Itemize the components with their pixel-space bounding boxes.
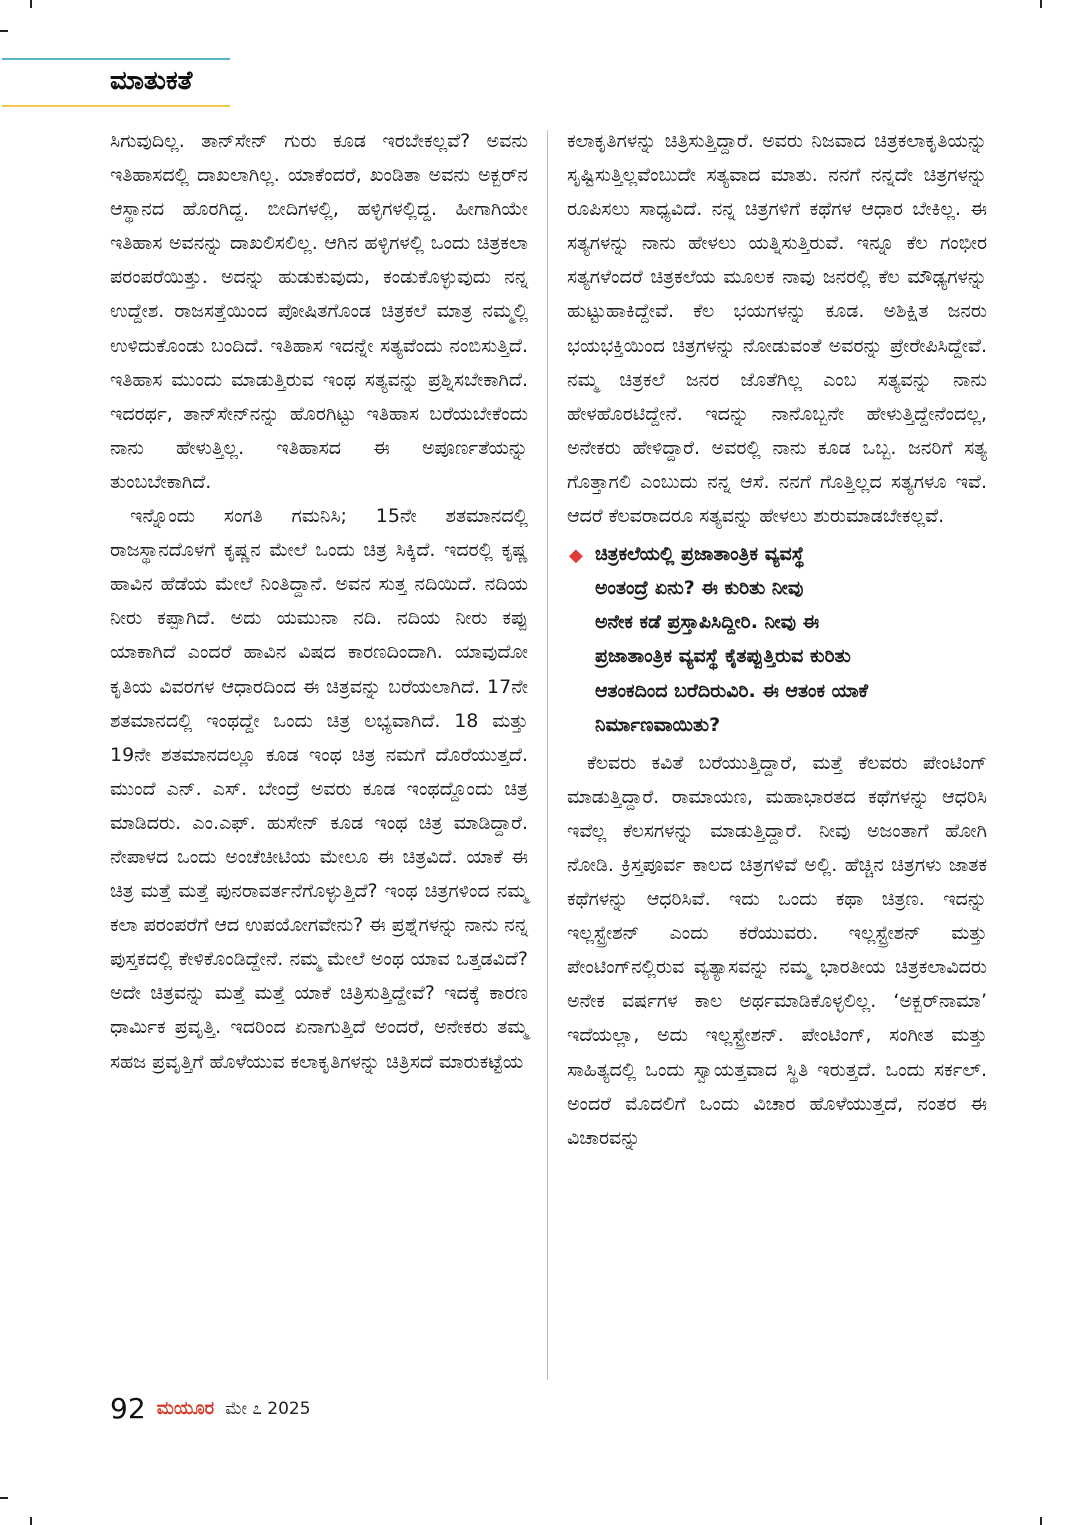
paragraph: ಕೆಲವರು ಕವಿತೆ ಬರೆಯುತ್ತಿದ್ದಾರೆ, ಮತ್ತೆ ಕೆಲವರು ಪೇಂಟಿಂಗ್ ಮಾಡುತ್ತಿದ್ದಾರೆ. ರಾಮಾಯಣ, ಮಹಾಭಾರತದ ಕಥೆಗಳನ್ನು ಆಧರಿಸಿ ಇವೆಲ್ಲ ಕೆಲಸಗಳನ್ನು ಮಾಡುತ್ತಿದ್ದಾರೆ. ನೀವು ಅಜಂತಾಗೆ ಹೋಗಿ ನೋಡಿ. ಕ್ರಿಸ್ತಪೂರ್ವ ಕಾಲದ ಚಿತ್ರಗಳಿವೆ ಅಲ್ಲಿ. ಹೆಚ್ಚಿನ ಚಿತ್ರಗಳು ಜಾತಕ ಕಥೆಗಳನ್ನು ಆಧರಿಸಿವೆ. ಇದು ಒಂದು ಕಥಾ ಚಿತ್ರಣ. ಇದನ್ನು ಇಲ್ಲಸ್ಟ್ರೇಶನ್ ಎಂದು ಕರೆಯುವರು. ಇಲ್ಲಸ್ಟ್ರೇಶನ್ ಮತ್ತು ಪೇಂಟಿಂಗ್‌ನಲ್ಲಿರುವ ವ್ಯತ್ಯಾಸವನ್ನು ನಮ್ಮ ಭಾರತೀಯ ಚಿತ್ರಕಲಾವಿದರು ಅನೇಕ ವರ್ಷಗಳ ಕಾಲ ಅರ್ಥಮಾಡಿಕೊಳ್ಳಲಿಲ್ಲ. ‘ಅಕ್ಬರ್‌ನಾಮಾ’ ಇದೆಯಲ್ಲಾ, ಅದು ಇಲ್ಲಸ್ಟ್ರೇಶನ್. ಪೇಂಟಿಂಗ್, ಸಂಗೀತ ಮತ್ತು ಸಾಹಿತ್ಯದಲ್ಲಿ ಒಂದು ಸ್ವಾಯತ್ತವಾದ ಸ್ಥಿತಿ ಇರುತ್ತದೆ. ಒಂದು ಸರ್ಕಲ್. ಅಂದರೆ ಮೊದಲಿಗೆ ಒಂದು ವಿಚಾರ ಹೊಳೆಯುತ್ತದೆ, ನಂತರ ಈ ವಿಚಾರವನ್ನು	[567, 751, 987, 1149]
paragraph: ಕಲಾಕೃತಿಗಳನ್ನು ಚಿತ್ರಿಸುತ್ತಿದ್ದಾರೆ. ಅವರು ನಿಜವಾದ ಚಿತ್ರಕಲಾಕೃತಿಯನ್ನು ಸೃಷ್ಟಿಸುತ್ತಿಲ್ಲವೆಂಬುದೇ ಸತ್ಯವಾದ ಮಾತು. ನನಗೆ ನನ್ನದೇ ಚಿತ್ರಗಳನ್ನು ರೂಪಿಸಲು ಸಾಧ್ಯವಿದೆ. ನನ್ನ ಚಿತ್ರಗಳಿಗೆ ಕಥೆಗಳ ಆಧಾರ ಬೇಕಿಲ್ಲ. ಈ ಸತ್ಯಗಳನ್ನು ನಾನು ಹೇಳಲು ಯತ್ನಿಸುತ್ತಿರುವೆ. ಇನ್ನೂ ಕೆಲ ಗಂಭೀರ ಸತ್ಯಗಳೆಂದರೆ ಚಿತ್ರಕಲೆಯ ಮೂಲಕ ನಾವು ಜನರಲ್ಲಿ ಕೆಲ ಮೌಢ್ಯಗಳನ್ನು ಹುಟ್ಟುಹಾಕಿದ್ದೇವೆ. ಕೆಲ ಭಯಗಳನ್ನು ಕೂಡ. ಅಶಿಕ್ಷಿತ ಜನರು ಭಯಭಕ್ತಿಯಿಂದ ಚಿತ್ರಗಳನ್ನು ನೋಡುವಂತೆ ಅವರನ್ನು ಪ್ರೇರೇಪಿಸಿದ್ದೇವೆ. ನಮ್ಮ ಚಿತ್ರಕಲೆ ಜನರ ಜೊತೆಗಿಲ್ಲ ಎಂಬ ಸತ್ಯವನ್ನು ನಾನು ಹೇಳಹೊರಟಿದ್ದೇನೆ. ಇದನ್ನು ನಾನೊಬ್ಬನೇ ಹೇಳುತ್ತಿದ್ದೇನೆಂದಲ್ಲ, ಅನೇಕರು ಹೇಳಿದ್ದಾರೆ. ಅವರಲ್ಲಿ ನಾನು ಕೂಡ ಒಬ್ಬ. ಜನರಿಗೆ ಸತ್ಯ ಗೊತ್ತಾಗಲಿ ಎಂಬುದು ನನ್ನ ಆಸೆ. ನನಗೆ ಗೊತ್ತಿಲ್ಲದ ಸತ್ಯಗಳೂ ಇವೆ. ಆದರೆ ಕೆಲವರಾದರೂ ಸತ್ಯವನ್ನು ಹೇಳಲು ಶುರುಮಾಡಬೇಕಲ್ಲವೆ.	[567, 130, 987, 528]
section-title: ಮಾತುಕತೆ	[110, 66, 193, 96]
paragraph: ಸಿಗುವುದಿಲ್ಲ. ತಾನ್‌ಸೇನ್ ಗುರು ಕೂಡ ಇರಬೇಕಲ್ಲವೆ? ಅವನು ಇತಿಹಾಸದಲ್ಲಿ ದಾಖಲಾಗಿಲ್ಲ. ಯಾಕೆಂದರೆ, ಖಂಡಿತಾ ಅವನು ಅಕ್ಬರ್‌ನ ಆಸ್ಥಾನದ ಹೊರಗಿದ್ದ. ಬೀದಿಗಳಲ್ಲಿ, ಹಳ್ಳಿಗಳಲ್ಲಿದ್ದ. ಹೀಗಾಗಿಯೇ ಇತಿಹಾಸ ಅವನನ್ನು ದಾಖಲಿಸಲಿಲ್ಲ. ಆಗಿನ ಹಳ್ಳಿಗಳಲ್ಲಿ ಒಂದು ಚಿತ್ರಕಲಾ ಪರಂಪರೆಯಿತ್ತು. ಅದನ್ನು ಹುಡುಕುವುದು, ಕಂಡುಕೊಳ್ಳುವುದು ನನ್ನ ಉದ್ದೇಶ. ರಾಜಸತ್ತೆಯಿಂದ ಪೋಷಿತಗೊಂಡ ಚಿತ್ರಕಲೆ ಮಾತ್ರ ನಮ್ಮಲ್ಲಿ ಉಳಿದುಕೊಂಡು ಬಂದಿದೆ. ಇತಿಹಾಸ ಇದನ್ನೇ ಸತ್ಯವೆಂದು ನಂಬಿಸುತ್ತಿದೆ. ಇತಿಹಾಸ ಮುಂದು ಮಾಡುತ್ತಿರುವ ಇಂಥ ಸತ್ಯವನ್ನು ಪ್ರಶ್ನಿಸಬೇಕಾಗಿದೆ. ಇದರರ್ಥ, ತಾನ್‌ಸೇನ್‌ನನ್ನು ಹೊರಗಿಟ್ಟು ಇತಿಹಾಸ ಬರೆಯಬೇಕೆಂದು ನಾನು ಹೇಳುತ್ತಿಲ್ಲ. ಇತಿಹಾಸದ ಈ ಅಪೂರ್ಣತೆಯನ್ನು ತುಂಬಬೇಕಾಗಿದೆ.	[110, 130, 528, 493]
interview-question	[567, 537, 987, 742]
left-column	[110, 124, 528, 1079]
header-rule-top	[2, 58, 230, 60]
column-divider	[547, 130, 548, 1380]
question-line: ನಿರ್ಮಾಣವಾಯಿತು?	[595, 713, 721, 736]
issue-date: ಮೇ ೭ 2025	[225, 1398, 311, 1419]
crop-mark	[30, 0, 32, 8]
question-line: ಅಂತಂದ್ರೆ ಏನು? ಈ ಕುರಿತು ನೀವು	[595, 577, 804, 600]
crop-mark	[0, 30, 8, 32]
crop-mark	[1040, 0, 1042, 8]
page-footer	[110, 1392, 311, 1432]
question-line: ಅನೇಕ ಕಡೆ ಪ್ರಸ್ತಾಪಿಸಿದ್ದೀರಿ. ನೀವು ಈ	[595, 611, 820, 634]
crop-mark	[30, 1517, 32, 1525]
crop-mark	[1040, 1517, 1042, 1525]
page-number: 92	[110, 1392, 146, 1425]
red-diamond-icon: ◆	[569, 545, 583, 567]
paragraph: ಇನ್ನೊಂದು ಸಂಗತಿ ಗಮನಿಸಿ; 15ನೇ ಶತಮಾನದಲ್ಲಿ ರಾಜಸ್ಥಾನದೊಳಗೆ ಕೃಷ್ಣನ ಮೇಲೆ ಒಂದು ಚಿತ್ರ ಸಿಕ್ಕಿದೆ. ಇದರಲ್ಲಿ ಕೃಷ್ಣ ಹಾವಿನ ಹೆಡೆಯ ಮೇಲೆ ನಿಂತಿದ್ದಾನೆ. ಅವನ ಸುತ್ತ ನದಿಯಿದೆ. ನದಿಯ ನೀರು ಕಪ್ಪಾಗಿದೆ. ಅದು ಯಮುನಾ ನದಿ. ನದಿಯ ನೀರು ಕಪ್ಪು ಯಾಕಾಗಿದೆ ಎಂದರೆ ಹಾವಿನ ವಿಷದ ಕಾರಣದಿಂದಾಗಿ. ಯಾವುದೋ ಕೃತಿಯ ವಿವರಗಳ ಆಧಾರದಿಂದ ಈ ಚಿತ್ರವನ್ನು ಬರೆಯಲಾಗಿದೆ. 17ನೇ ಶತಮಾನದಲ್ಲಿ ಇಂಥದ್ದೇ ಒಂದು ಚಿತ್ರ ಲಭ್ಯವಾಗಿದೆ. 18 ಮತ್ತು 19ನೇ ಶತಮಾನದಲ್ಲೂ ಕೂಡ ಇಂಥ ಚಿತ್ರ ನಮಗೆ ದೊರೆಯುತ್ತದೆ. ಮುಂದೆ ಎನ್. ಎಸ್. ಬೇಂದ್ರೆ ಅವರು ಕೂಡ ಇಂಥದ್ದೊಂದು ಚಿತ್ರ ಮಾಡಿದರು. ಎಂ.ಎಫ್. ಹುಸೇನ್ ಕೂಡ ಇಂಥ ಚಿತ್ರ ಮಾಡಿದ್ದಾರೆ. ನೇಪಾಳದ ಒಂದು ಅಂಚೆಚೀಟಿಯ ಮೇಲೂ ಈ ಚಿತ್ರವಿದೆ. ಯಾಕೆ ಈ ಚಿತ್ರ ಮತ್ತೆ ಮತ್ತೆ ಪುನರಾವರ್ತನೆಗೊಳ್ಳುತ್ತಿದೆ? ಇಂಥ ಚಿತ್ರಗಳಿಂದ ನಮ್ಮ ಕಲಾ ಪರಂಪರೆಗೆ ಆದ ಉಪಯೋಗವೇನು? ಈ ಪ್ರಶ್ನೆಗಳನ್ನು ನಾನು ನನ್ನ ಪುಸ್ತಕದಲ್ಲಿ ಕೇಳಿಕೊಂಡಿದ್ದೇನೆ. ನಮ್ಮ ಮೇಲೆ ಅಂಥ ಯಾವ ಒತ್ತಡವಿದೆ? ಅದೇ ಚಿತ್ರವನ್ನು ಮತ್ತೆ ಮತ್ತೆ ಯಾಕೆ ಚಿತ್ರಿಸುತ್ತಿದ್ದೇವೆ? ಇದಕ್ಕೆ ಕಾರಣ ಧಾರ್ಮಿಕ ಪ್ರವೃತ್ತಿ. ಇದರಿಂದ ಏನಾಗುತ್ತಿದೆ ಅಂದರೆ, ಅನೇಕರು ತಮ್ಮ ಸಹಜ ಪ್ರವೃತ್ತಿಗೆ ಹೊಳೆಯುವ ಕಲಾಕೃತಿಗಳನ್ನು ಚಿತ್ರಿಸದೆ ಮಾರುಕಟ್ಟೆಯ	[110, 505, 528, 1073]
question-line: ಆತಂಕದಿಂದ ಬರೆದಿರುವಿರಿ. ಈ ಆತಂಕ ಯಾಕೆ	[595, 679, 868, 702]
header-rule-bottom	[2, 105, 230, 107]
right-column	[567, 124, 987, 1155]
magazine-logo: ಮಯೂರ	[156, 1398, 215, 1419]
question-line: ಪ್ರಜಾತಾಂತ್ರಿಕ ವ್ಯವಸ್ಥೆ ಕೈತಪ್ಪುತ್ತಿರುವ ಕುರಿತು	[595, 645, 851, 668]
crop-mark	[0, 1497, 8, 1499]
section-header	[2, 58, 230, 108]
question-line: ಚಿತ್ರಕಲೆಯಲ್ಲಿ ಪ್ರಜಾತಾಂತ್ರಿಕ ವ್ಯವಸ್ಥೆ	[595, 543, 805, 566]
